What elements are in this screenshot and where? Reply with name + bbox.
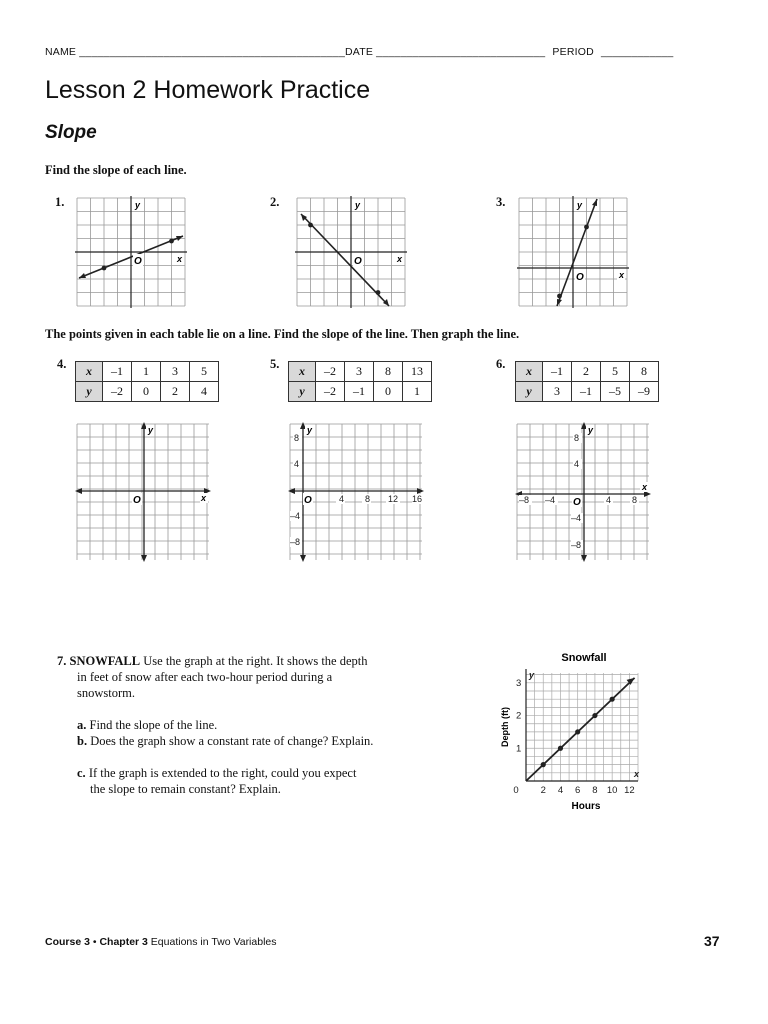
origin-label: O — [133, 495, 141, 506]
name-label: NAME — [45, 46, 77, 58]
page-number: 37 — [704, 933, 720, 949]
footer-course: Course 3 • Chapter 3 Equations in Two Variables — [45, 936, 277, 948]
point-dot — [376, 290, 381, 295]
point-dot — [102, 266, 107, 271]
y-tick-label: 2 — [516, 710, 522, 722]
part-c: c. If the graph is extended to the right, could you expect — [77, 766, 357, 780]
x-tick-label: 10 — [606, 785, 618, 796]
chart-title: Snowfall — [561, 652, 607, 664]
section1-instruction: Find the slope of each line. — [45, 163, 187, 177]
problem-5-number: 5. — [270, 357, 280, 371]
point-dot — [557, 294, 562, 299]
origin-label: O — [576, 272, 584, 283]
x-axis-letter: x — [634, 769, 640, 779]
period-label: PERIOD — [552, 46, 594, 58]
problem-2-number: 2. — [270, 195, 280, 209]
y-tick-label: 8 — [294, 433, 300, 443]
origin-label: O — [304, 495, 312, 506]
problem-6-number: 6. — [496, 357, 506, 371]
x-tick-label: 2 — [540, 785, 546, 796]
x-label: x — [177, 254, 183, 264]
x-header: x — [289, 362, 316, 382]
y-label: y — [148, 425, 154, 435]
date-label: DATE — [345, 46, 374, 58]
y-tick-label: 4 — [294, 459, 300, 469]
data-point — [558, 746, 563, 751]
data-point — [541, 762, 546, 767]
y-tick-label: 4 — [574, 459, 580, 469]
problem-7-number: 7. — [57, 654, 67, 668]
x-tick-label: –8 — [519, 495, 530, 505]
x-tick-label: 4 — [557, 785, 564, 796]
x-tick-label: 12 — [624, 785, 635, 796]
date-line[interactable]: ____________________________ — [376, 46, 546, 58]
data-point — [575, 729, 580, 734]
y-tick-label: –8 — [290, 537, 301, 547]
graph-4[interactable] — [75, 422, 211, 562]
snowfall-chart — [496, 645, 646, 815]
y-label: y — [577, 200, 583, 210]
x-tick-label: 12 — [388, 494, 399, 504]
x-header: x — [76, 362, 103, 382]
x-tick-label: 4 — [339, 494, 345, 504]
graph-6[interactable] — [515, 422, 651, 562]
table-5 — [288, 361, 432, 402]
y-label: y — [135, 200, 141, 210]
y-tick-label: –4 — [290, 511, 301, 521]
y-header: y — [76, 382, 103, 402]
table-row: y –2 0 2 4 — [76, 382, 219, 402]
x-label: x — [642, 482, 648, 492]
point-dot — [169, 239, 174, 244]
x-tick-label: –4 — [545, 495, 556, 505]
y-tick-label: –4 — [571, 513, 582, 523]
y-tick-label: –8 — [571, 540, 582, 550]
y-axis-letter: y — [529, 670, 535, 680]
x-tick-label: 8 — [632, 495, 638, 505]
table-row: x –1 2 5 8 — [516, 362, 659, 382]
table-4 — [75, 361, 219, 402]
x-label: x — [619, 270, 625, 280]
page-title: Lesson 2 Homework Practice — [45, 76, 371, 104]
graph-2 — [295, 196, 407, 308]
table-row: x –2 3 8 13 — [289, 362, 432, 382]
graph-1 — [75, 196, 187, 308]
x-header: x — [516, 362, 543, 382]
problem-3-number: 3. — [496, 195, 506, 209]
y-label: y — [307, 425, 313, 435]
y-label: y — [588, 425, 594, 435]
origin-label: O — [134, 256, 142, 267]
x-tick-label: 6 — [575, 785, 581, 796]
graph-5[interactable] — [288, 422, 424, 562]
origin-label: O — [354, 256, 362, 267]
y-tick-label: 3 — [516, 677, 522, 689]
graph-3 — [517, 196, 629, 308]
graph-line — [557, 199, 597, 306]
name-line[interactable]: ____________________________________________ — [79, 46, 346, 58]
problem-7-keyword: SNOWFALL — [69, 654, 141, 668]
problem-1-number: 1. — [55, 195, 65, 209]
header-row — [45, 46, 673, 58]
arrow-head — [79, 273, 86, 278]
point-dot — [584, 225, 589, 230]
y-header: y — [516, 382, 543, 402]
page-subtitle: Slope — [45, 122, 97, 143]
x-tick-label: 4 — [606, 495, 612, 505]
origin-label: O — [573, 497, 581, 508]
part-b: b. Does the graph show a constant rate of change? Explain. — [77, 734, 374, 748]
data-point — [592, 713, 597, 718]
problem-4-number: 4. — [57, 357, 67, 371]
x-tick-label: 16 — [412, 494, 423, 504]
table-row: y 3 –1 –5 –9 — [516, 382, 659, 402]
data-point — [610, 697, 615, 702]
x-tick-label: 0 — [513, 785, 519, 796]
arrow-head — [300, 555, 306, 562]
section2-instruction: The points given in each table lie on a line. Find the slope of the line. Then graph the line. — [45, 327, 520, 341]
problem-7: 7. SNOWFALL Use the graph at the right. It shows the depth in feet of snow after each two-hour period during a snowstorm. a. Find the slope of the line. b. Does the graph show a constant rate of change? Explain. c. If the graph is extended to the right, could you expect the slope to remain constant? Explain. — [57, 653, 457, 797]
period-line[interactable]: ____________ — [601, 46, 674, 58]
x-tick-label: 8 — [592, 785, 598, 796]
table-6 — [515, 361, 659, 402]
table-row: x –1 1 3 5 — [76, 362, 219, 382]
arrow-head — [592, 199, 597, 206]
part-a: a. Find the slope of the line. — [77, 718, 218, 732]
y-tick-label: 1 — [516, 743, 522, 755]
point-dot — [308, 223, 313, 228]
y-axis-title: Depth (ft) — [500, 707, 510, 747]
table-row: y –2 –1 0 1 — [289, 382, 432, 402]
x-label: x — [397, 254, 403, 264]
x-axis-title: Hours — [571, 801, 601, 812]
problem-7-line-1: 7. SNOWFALL Use the graph at the right. It shows the depth — [57, 654, 368, 668]
y-tick-label: 8 — [574, 433, 580, 443]
y-header: y — [289, 382, 316, 402]
y-label: y — [355, 200, 361, 210]
x-label: x — [201, 493, 207, 503]
x-tick-label: 8 — [365, 494, 371, 504]
